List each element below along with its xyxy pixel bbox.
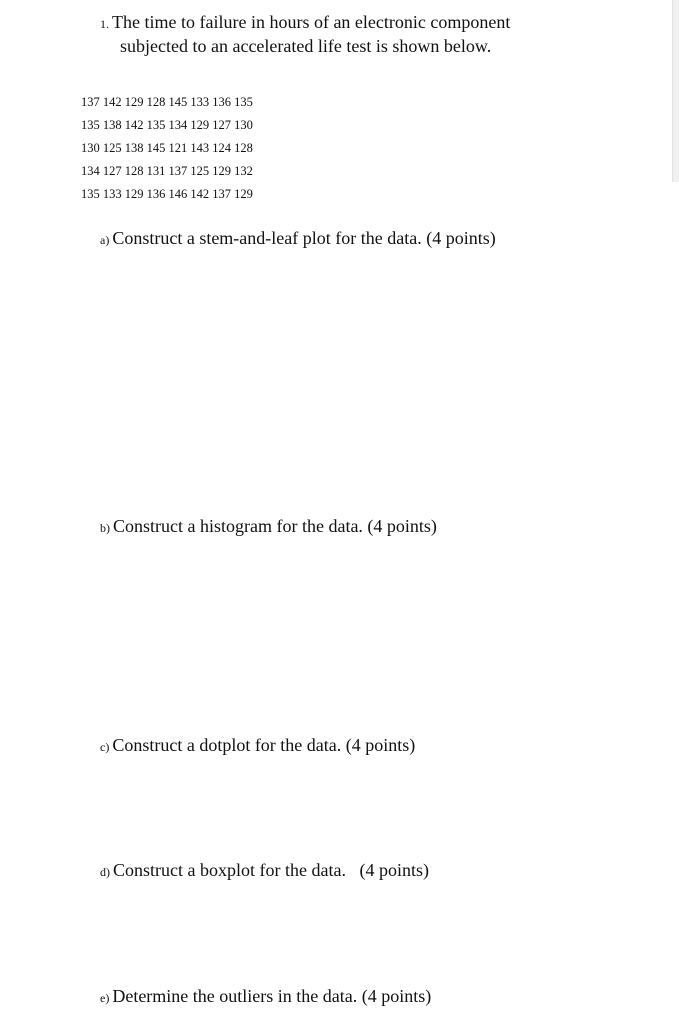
- part-c-dotplot: [100, 734, 415, 758]
- data-row: 134 127 128 131 137 125 129 132: [81, 164, 253, 178]
- data-row: 130 125 138 145 121 143 124 128: [81, 141, 253, 155]
- part-text: Construct a dotplot for the data. (4 points): [112, 735, 416, 755]
- question-text-line2: subjected to an accelerated life test is shown below.: [120, 36, 492, 56]
- data-row: 135 133 129 136 146 142 137 129: [81, 187, 253, 201]
- page-edge-shadow: [672, 0, 679, 182]
- part-label: a): [100, 233, 110, 247]
- data-row: 135 138 142 135 134 129 127 130: [81, 118, 253, 132]
- part-label: c): [100, 740, 110, 754]
- part-b-histogram: [100, 515, 437, 539]
- part-label: d): [100, 865, 110, 879]
- question-text-line1: The time to failure in hours of an electronic component: [112, 12, 511, 32]
- part-text: Construct a histogram for the data. (4 points): [113, 516, 437, 536]
- question-number: 1.: [100, 17, 109, 31]
- data-row: 137 142 129 128 145 133 136 135: [81, 95, 253, 109]
- part-text: Construct a stem-and-leaf plot for the data. (4 points): [112, 228, 496, 248]
- question-statement: [100, 11, 570, 57]
- failure-time-data: [81, 91, 253, 206]
- part-text: Determine the outliers in the data. (4 points): [112, 986, 432, 1006]
- part-e-outliers: [100, 985, 431, 1009]
- part-label: e): [100, 991, 110, 1005]
- part-d-boxplot: [100, 859, 429, 883]
- part-text: Construct a boxplot for the data. (4 points): [113, 860, 429, 880]
- part-a-stem-and-leaf: [100, 227, 496, 251]
- part-label: b): [100, 521, 110, 535]
